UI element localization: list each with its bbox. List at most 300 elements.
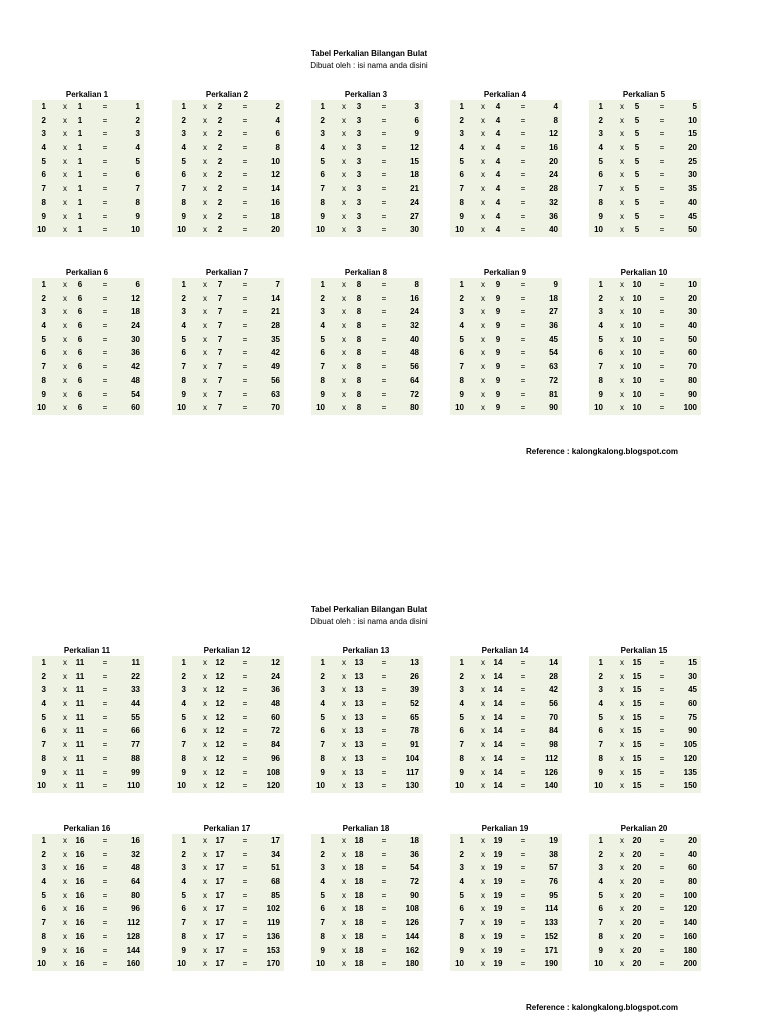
multiplicand: 1 <box>77 143 83 153</box>
equals-sign: = <box>102 712 108 722</box>
multiplier: 2 <box>320 293 325 303</box>
table-body <box>32 656 144 793</box>
product: 56 <box>410 362 419 372</box>
times-sign: x <box>63 129 67 139</box>
multiplicand: 5 <box>634 143 640 153</box>
table-row <box>32 223 144 237</box>
equals-sign: = <box>242 877 248 887</box>
equals-sign: = <box>102 753 108 763</box>
product: 33 <box>131 685 140 695</box>
multiplier: 8 <box>41 931 46 941</box>
table-row <box>589 916 701 930</box>
table-row <box>172 902 284 916</box>
table-title: Perkalian 12 <box>203 646 251 655</box>
table-title: Perkalian 17 <box>203 824 251 833</box>
product: 84 <box>549 726 558 736</box>
multiplicand: 19 <box>493 849 503 859</box>
equals-sign: = <box>381 863 387 873</box>
multiplier: 3 <box>41 863 46 873</box>
multiplicand: 15 <box>632 671 642 681</box>
table-row <box>311 930 423 944</box>
product: 9 <box>414 129 419 139</box>
multiplier: 10 <box>37 959 46 969</box>
product: 54 <box>410 863 419 873</box>
product: 34 <box>271 849 280 859</box>
multiplier: 4 <box>181 143 186 153</box>
multiplier: 5 <box>320 156 325 166</box>
table-row <box>311 305 423 319</box>
equals-sign: = <box>381 129 387 139</box>
times-sign: x <box>342 184 346 194</box>
product: 160 <box>126 959 140 969</box>
product: 180 <box>683 945 697 955</box>
equals-sign: = <box>520 293 526 303</box>
product: 63 <box>271 389 280 399</box>
multiplier: 1 <box>459 836 464 845</box>
times-sign: x <box>342 321 346 331</box>
product: 90 <box>688 726 697 736</box>
equals-sign: = <box>381 362 387 372</box>
table-row <box>32 374 144 388</box>
table-row <box>450 670 562 684</box>
times-sign: x <box>203 280 207 289</box>
multiplicand: 20 <box>632 959 642 969</box>
multiplier: 5 <box>459 712 464 722</box>
multiplier: 3 <box>181 129 186 139</box>
times-sign: x <box>342 170 346 180</box>
product: 153 <box>266 945 280 955</box>
multiplicand: 1 <box>77 170 83 180</box>
times-sign: x <box>203 685 207 695</box>
multiplier: 8 <box>320 197 325 207</box>
multiplicand: 19 <box>493 945 503 955</box>
table-row <box>32 127 144 141</box>
product: 28 <box>549 184 558 194</box>
product: 76 <box>549 877 558 887</box>
product: 24 <box>271 671 280 681</box>
table-row <box>32 360 144 374</box>
table-row <box>311 100 423 114</box>
table-row <box>172 779 284 793</box>
multiplier: 6 <box>181 904 186 914</box>
equals-sign: = <box>381 849 387 859</box>
table-row <box>32 141 144 155</box>
times-sign: x <box>481 362 485 372</box>
times-sign: x <box>342 767 346 777</box>
equals-sign: = <box>659 877 665 887</box>
times-sign: x <box>63 671 67 681</box>
table-row <box>311 374 423 388</box>
times-sign: x <box>620 726 624 736</box>
times-sign: x <box>63 931 67 941</box>
equals-sign: = <box>659 740 665 750</box>
times-sign: x <box>342 293 346 303</box>
times-sign: x <box>620 293 624 303</box>
equals-sign: = <box>659 712 665 722</box>
multiplier: 8 <box>459 375 464 385</box>
multiplier: 4 <box>41 877 46 887</box>
times-sign: x <box>203 403 207 413</box>
table-row <box>450 210 562 224</box>
table-row <box>450 388 562 402</box>
table-row <box>589 388 701 402</box>
table-row <box>311 724 423 738</box>
times-sign: x <box>203 307 207 317</box>
multiplicand: 4 <box>495 170 501 180</box>
times-sign: x <box>342 712 346 722</box>
equals-sign: = <box>659 753 665 763</box>
equals-sign: = <box>242 307 248 317</box>
product: 24 <box>131 321 140 331</box>
table-row <box>589 127 701 141</box>
multiplier: 3 <box>459 307 464 317</box>
product: 3 <box>414 102 419 111</box>
product: 77 <box>131 740 140 750</box>
table-row <box>172 401 284 415</box>
times-sign: x <box>481 184 485 194</box>
multiplicand: 3 <box>356 184 362 194</box>
multiplicand: 5 <box>634 129 640 139</box>
table-row <box>32 656 144 670</box>
product: 25 <box>688 156 697 166</box>
equals-sign: = <box>381 375 387 385</box>
table-row <box>450 930 562 944</box>
table-row <box>589 738 701 752</box>
product: 6 <box>275 129 280 139</box>
equals-sign: = <box>381 143 387 153</box>
equals-sign: = <box>520 781 526 791</box>
table-row <box>32 114 144 128</box>
table-row <box>172 278 284 292</box>
equals-sign: = <box>102 740 108 750</box>
table-row <box>589 752 701 766</box>
times-sign: x <box>63 102 67 111</box>
equals-sign: = <box>381 348 387 358</box>
equals-sign: = <box>242 334 248 344</box>
multiplier: 7 <box>459 184 464 194</box>
product: 8 <box>414 280 419 289</box>
multiplicand: 7 <box>217 334 223 344</box>
multiplicand: 13 <box>354 767 364 777</box>
multiplier: 6 <box>41 348 46 358</box>
product: 30 <box>410 225 419 235</box>
multiplier: 10 <box>177 225 186 235</box>
times-sign: x <box>481 307 485 317</box>
table-row <box>32 333 144 347</box>
multiplicand: 2 <box>217 184 223 194</box>
product: 18 <box>549 293 558 303</box>
equals-sign: = <box>381 334 387 344</box>
times-sign: x <box>63 767 67 777</box>
multiplicand: 11 <box>75 685 85 695</box>
table-row <box>32 670 144 684</box>
equals-sign: = <box>659 348 665 358</box>
product: 36 <box>549 211 558 221</box>
product: 42 <box>271 348 280 358</box>
multiplicand: 8 <box>356 348 362 358</box>
table-row <box>589 766 701 780</box>
multiplier: 1 <box>181 658 186 667</box>
product: 55 <box>131 712 140 722</box>
equals-sign: = <box>520 211 526 221</box>
table-body <box>450 656 562 793</box>
times-sign: x <box>63 156 67 166</box>
table-row <box>172 223 284 237</box>
times-sign: x <box>620 403 624 413</box>
multiplicand: 2 <box>217 197 223 207</box>
equals-sign: = <box>242 904 248 914</box>
multiplicand: 18 <box>354 959 364 969</box>
table-row <box>172 738 284 752</box>
table-row <box>450 223 562 237</box>
product: 1 <box>135 102 140 111</box>
multiplier: 10 <box>455 403 464 413</box>
equals-sign: = <box>242 959 248 969</box>
product: 20 <box>688 293 697 303</box>
equals-sign: = <box>242 767 248 777</box>
table-row <box>172 292 284 306</box>
equals-sign: = <box>381 658 387 667</box>
product: 68 <box>271 877 280 887</box>
times-sign: x <box>203 726 207 736</box>
table-row <box>589 957 701 971</box>
equals-sign: = <box>520 753 526 763</box>
times-sign: x <box>620 102 624 111</box>
product: 40 <box>688 321 697 331</box>
multiplier: 9 <box>181 767 186 777</box>
table-row <box>32 766 144 780</box>
table-row <box>172 944 284 958</box>
equals-sign: = <box>242 945 248 955</box>
multiplicand: 11 <box>75 767 85 777</box>
product: 135 <box>683 767 697 777</box>
multiplier: 7 <box>41 918 46 928</box>
table-row <box>311 848 423 862</box>
equals-sign: = <box>102 699 108 709</box>
product: 40 <box>410 334 419 344</box>
multiplier: 5 <box>320 334 325 344</box>
product: 40 <box>688 849 697 859</box>
times-sign: x <box>63 890 67 900</box>
reference-note: Reference : kalongkalong.blogspot.com <box>525 1003 678 1012</box>
table-row <box>32 752 144 766</box>
table-row <box>311 711 423 725</box>
equals-sign: = <box>381 931 387 941</box>
table-row <box>311 319 423 333</box>
multiplicand: 10 <box>632 389 642 399</box>
equals-sign: = <box>102 321 108 331</box>
product: 64 <box>410 375 419 385</box>
multiplier: 10 <box>177 959 186 969</box>
equals-sign: = <box>381 753 387 763</box>
table-row <box>450 333 562 347</box>
product: 18 <box>271 211 280 221</box>
times-sign: x <box>620 781 624 791</box>
times-sign: x <box>203 671 207 681</box>
multiplier: 4 <box>320 699 325 709</box>
times-sign: x <box>481 348 485 358</box>
table-row <box>450 305 562 319</box>
table-row <box>32 848 144 862</box>
product: 72 <box>549 375 558 385</box>
product: 136 <box>266 931 280 941</box>
table-row <box>450 182 562 196</box>
multiplicand: 20 <box>632 904 642 914</box>
times-sign: x <box>203 211 207 221</box>
product: 7 <box>275 280 280 289</box>
table-row <box>450 766 562 780</box>
table-row <box>450 779 562 793</box>
times-sign: x <box>203 102 207 111</box>
multiplier: 5 <box>459 156 464 166</box>
times-sign: x <box>63 362 67 372</box>
product: 21 <box>271 307 280 317</box>
table-row <box>450 724 562 738</box>
multiplicand: 9 <box>495 389 501 399</box>
equals-sign: = <box>381 877 387 887</box>
multiplicand: 13 <box>354 781 364 791</box>
equals-sign: = <box>242 389 248 399</box>
table-row <box>589 292 701 306</box>
table-row <box>589 902 701 916</box>
product: 42 <box>131 362 140 372</box>
multiplicand: 19 <box>493 904 503 914</box>
equals-sign: = <box>102 225 108 235</box>
equals-sign: = <box>381 685 387 695</box>
equals-sign: = <box>381 740 387 750</box>
times-sign: x <box>203 753 207 763</box>
product: 99 <box>131 767 140 777</box>
times-sign: x <box>620 959 624 969</box>
product: 60 <box>131 403 140 413</box>
table-row <box>589 196 701 210</box>
multiplicand: 6 <box>77 334 83 344</box>
multiplicand: 2 <box>217 102 223 111</box>
table-row <box>311 779 423 793</box>
times-sign: x <box>342 671 346 681</box>
equals-sign: = <box>381 307 387 317</box>
table-row <box>589 944 701 958</box>
table-row <box>172 388 284 402</box>
multiplicand: 2 <box>217 211 223 221</box>
product: 20 <box>688 143 697 153</box>
product: 85 <box>271 890 280 900</box>
product: 119 <box>267 918 280 928</box>
multiplier: 5 <box>41 890 46 900</box>
equals-sign: = <box>242 781 248 791</box>
table-title: Perkalian 5 <box>622 90 666 99</box>
times-sign: x <box>620 685 624 695</box>
table-row <box>32 861 144 875</box>
multiplicand: 9 <box>495 362 501 372</box>
equals-sign: = <box>659 931 665 941</box>
times-sign: x <box>63 321 67 331</box>
multiplier: 2 <box>459 115 464 125</box>
multiplier: 4 <box>181 321 186 331</box>
product: 35 <box>271 334 280 344</box>
equals-sign: = <box>381 918 387 928</box>
times-sign: x <box>620 334 624 344</box>
table-body <box>589 834 701 971</box>
times-sign: x <box>342 403 346 413</box>
multiplicand: 8 <box>356 389 362 399</box>
multiplier: 5 <box>320 890 325 900</box>
multiplier: 2 <box>41 293 46 303</box>
multiplier: 3 <box>41 307 46 317</box>
multiplier: 7 <box>320 362 325 372</box>
multiplicand: 3 <box>356 129 362 139</box>
product: 20 <box>549 156 558 166</box>
multiplicand: 10 <box>632 403 642 413</box>
product: 42 <box>549 685 558 695</box>
multiplicand: 12 <box>215 699 225 709</box>
multiplicand: 10 <box>632 334 642 344</box>
table-row <box>311 834 423 848</box>
equals-sign: = <box>659 836 665 845</box>
table-row <box>589 779 701 793</box>
table-row <box>589 848 701 862</box>
multiplicand: 19 <box>493 890 503 900</box>
product: 39 <box>410 685 419 695</box>
times-sign: x <box>63 307 67 317</box>
product: 6 <box>414 115 419 125</box>
product: 117 <box>406 767 419 777</box>
multiplicand: 5 <box>634 184 640 194</box>
product: 36 <box>410 849 419 859</box>
product: 44 <box>131 699 140 709</box>
table-row <box>589 724 701 738</box>
table-title: Perkalian 4 <box>483 90 527 99</box>
times-sign: x <box>620 712 624 722</box>
table-row <box>311 155 423 169</box>
equals-sign: = <box>381 403 387 413</box>
product: 81 <box>549 389 558 399</box>
multiplier: 6 <box>459 726 464 736</box>
times-sign: x <box>203 904 207 914</box>
product: 4 <box>135 143 140 153</box>
equals-sign: = <box>102 918 108 928</box>
multiplier: 6 <box>320 348 325 358</box>
multiplier: 2 <box>41 671 46 681</box>
times-sign: x <box>63 293 67 303</box>
product: 35 <box>688 184 697 194</box>
equals-sign: = <box>102 143 108 153</box>
equals-sign: = <box>659 115 665 125</box>
times-sign: x <box>63 403 67 413</box>
multiplicand: 15 <box>632 781 642 791</box>
times-sign: x <box>620 115 624 125</box>
table-row <box>172 210 284 224</box>
product: 17 <box>271 836 280 845</box>
multiplicand: 6 <box>77 375 83 385</box>
multiplicand: 18 <box>354 877 364 887</box>
times-sign: x <box>481 293 485 303</box>
times-sign: x <box>342 225 346 235</box>
multiplicand: 14 <box>493 685 503 695</box>
equals-sign: = <box>520 931 526 941</box>
multiplicand: 17 <box>215 836 225 845</box>
equals-sign: = <box>242 671 248 681</box>
product: 15 <box>410 156 419 166</box>
multiplicand: 16 <box>75 836 85 845</box>
table-row <box>172 670 284 684</box>
multiplier: 10 <box>594 403 603 413</box>
times-sign: x <box>620 170 624 180</box>
table-row <box>450 861 562 875</box>
table-row <box>311 697 423 711</box>
table-body <box>450 278 562 415</box>
table-row <box>589 683 701 697</box>
